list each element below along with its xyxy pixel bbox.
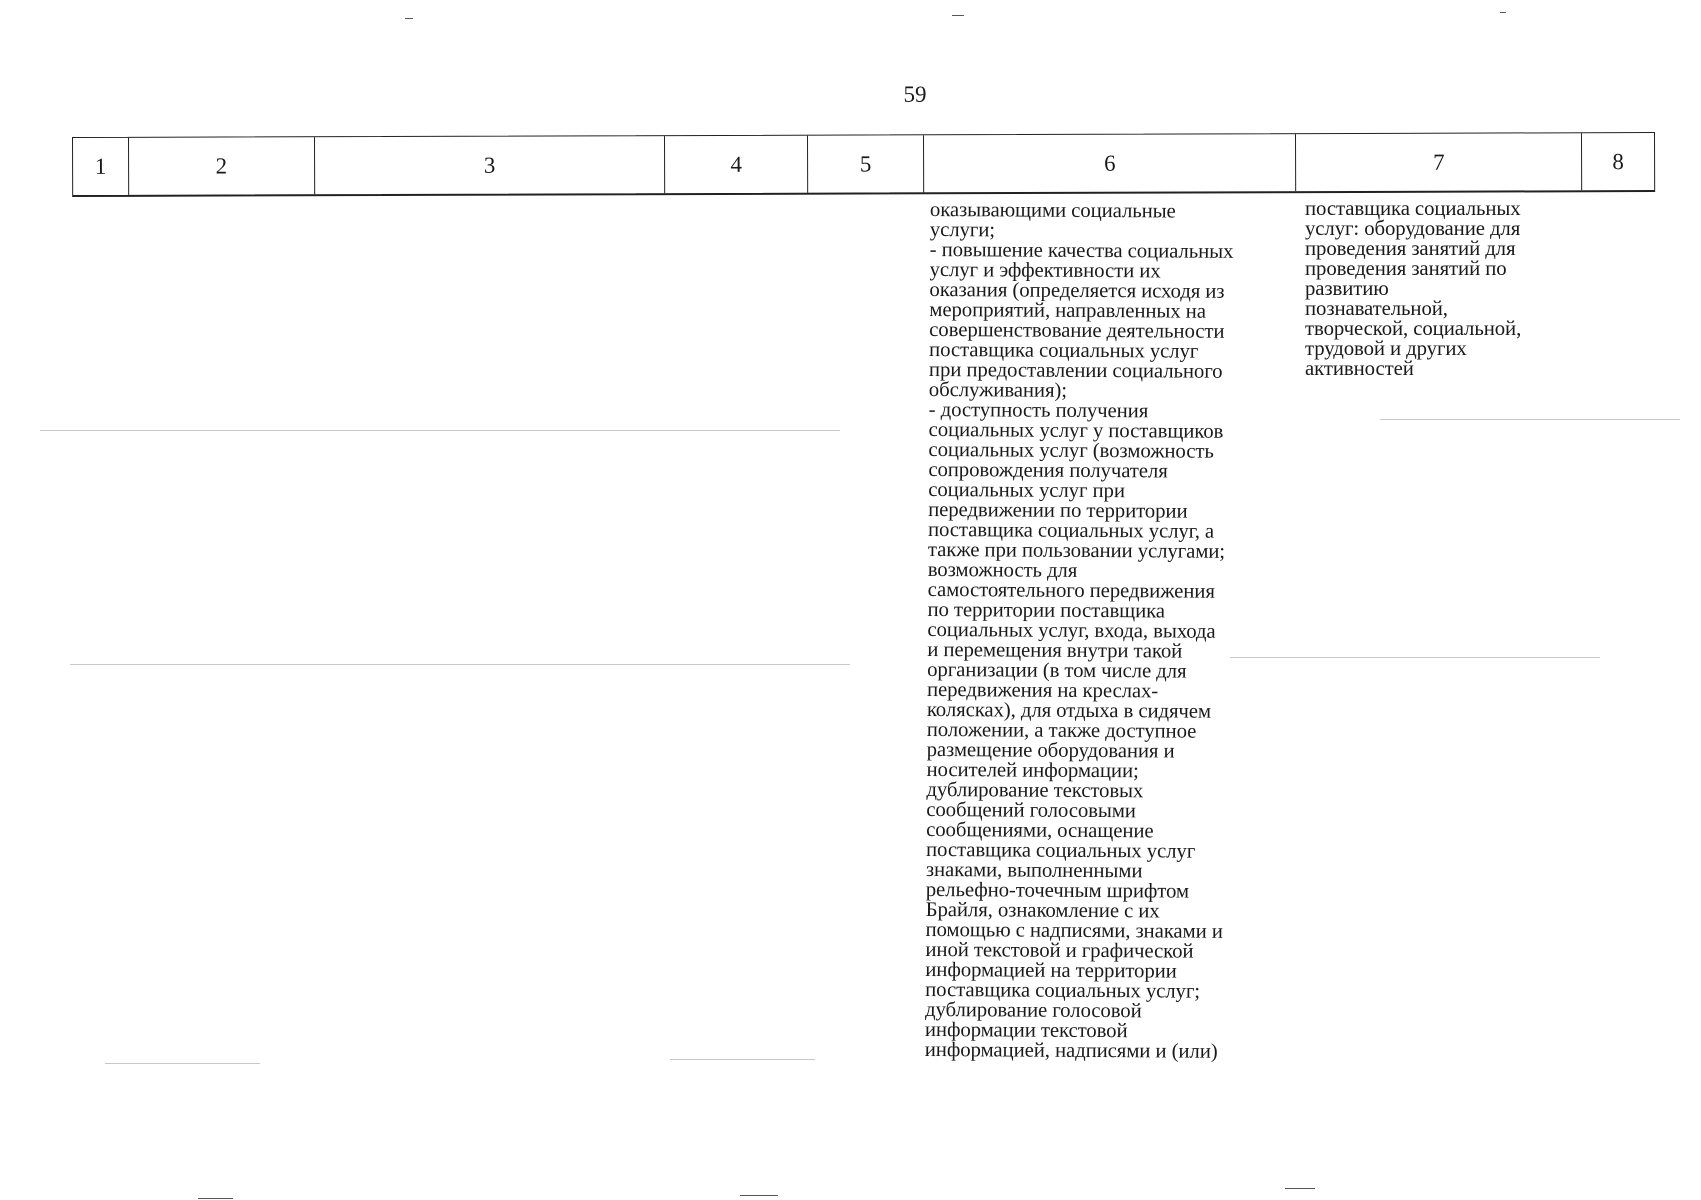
text-line: дублирование текстовых — [926, 777, 1144, 803]
text-line: услуги; — [929, 217, 996, 242]
text-line: совершенствование деятельности — [929, 317, 1225, 343]
text-line: Брайля, ознакомление с их — [925, 897, 1160, 923]
header-cell-8: 8 — [1612, 148, 1624, 174]
text-line: оказания (определяется исходя из — [929, 277, 1225, 303]
scan-artifact — [952, 15, 964, 16]
text-line: услуг: оборудование для — [1305, 217, 1521, 240]
scan-artifact — [198, 1198, 233, 1199]
text-line: информации текстовой — [924, 1017, 1128, 1043]
text-line: по территории поставщика — [927, 597, 1166, 623]
text-line: также при пользовании услугами; — [927, 537, 1226, 563]
scan-artifact — [740, 1195, 778, 1196]
text-line: иной текстовой и графической — [925, 937, 1194, 963]
text-line: знаками, выполненными — [925, 857, 1143, 883]
header-cell-6: 6 — [924, 134, 1297, 192]
text-line: социальных услуг у поставщиков — [928, 417, 1224, 443]
header-cell-7: 7 — [1296, 133, 1582, 191]
header-cell-4: 4 — [665, 136, 808, 193]
text-line: - доступность получения — [928, 397, 1149, 423]
table-header-row — [72, 132, 1655, 197]
text-line: познавательной, — [1305, 297, 1448, 320]
header-cell-1: 1 — [73, 138, 129, 195]
text-line: развитию — [1305, 277, 1389, 300]
text-line: поставщика социальных услуг — [925, 837, 1196, 863]
text-line: услуг и эффективности их — [929, 257, 1161, 283]
header-cell-3: 3 — [315, 136, 666, 194]
column-6-text — [925, 200, 1290, 1062]
text-line: положении, а также доступное — [926, 717, 1197, 743]
text-line: мероприятий, направленных на — [929, 297, 1206, 323]
text-line: проведения занятий для — [1305, 237, 1516, 260]
text-line: сообщений голосовыми — [926, 797, 1136, 823]
text-line: сообщениями, оснащение — [926, 817, 1154, 843]
text-line: творческой, социальной, — [1305, 317, 1522, 340]
text-line: колясках), для отдыха в сидячем — [926, 697, 1212, 723]
scan-artifact — [405, 18, 413, 19]
text-line: сопровождения получателя — [928, 457, 1168, 483]
scan-artifact — [1230, 657, 1600, 658]
scan-artifact — [105, 1063, 260, 1064]
text-line: поставщика социальных услуг, а — [927, 517, 1215, 543]
scan-artifact — [40, 430, 840, 431]
text-line: социальных услуг, входа, выхода — [927, 617, 1216, 643]
scan-artifact — [1380, 419, 1680, 420]
text-line: рельефно-точечным шрифтом — [925, 877, 1190, 903]
column-7-text — [1305, 199, 1585, 379]
text-line: социальных услуг при — [928, 477, 1125, 503]
text-line: передвижении по территории — [928, 497, 1188, 523]
text-line: социальных услуг (возможность — [928, 437, 1214, 463]
text-line: информацией, надписями и (или) — [924, 1037, 1218, 1063]
scan-artifact — [1500, 12, 1506, 13]
scan-artifact — [670, 1059, 815, 1060]
text-line: трудовой и других — [1305, 337, 1467, 360]
scan-artifact — [70, 664, 850, 665]
text-line: организации (в том числе для — [927, 657, 1187, 683]
text-line: поставщика социальных услуг; — [925, 977, 1201, 1003]
text-line: информацией на территории — [925, 957, 1177, 983]
text-line: поставщика социальных — [1305, 197, 1521, 220]
text-line: возможность для — [927, 557, 1078, 582]
text-line: передвижения на креслах- — [926, 677, 1159, 703]
text-line: при предоставлении социального — [928, 357, 1223, 383]
text-line: - повышение качества социальных — [929, 237, 1234, 263]
text-line: самостоятельного передвижения — [927, 577, 1215, 603]
text-line: дублирование голосовой — [924, 997, 1142, 1023]
text-line: помощью с надписями, знаками и — [925, 917, 1223, 943]
page-number: 59 — [903, 82, 927, 107]
text-line: оказывающими социальные — [929, 198, 1176, 223]
header-cell-2: 2 — [129, 137, 315, 195]
text-line: размещение оборудования и — [926, 737, 1175, 763]
scan-artifact — [1285, 1188, 1315, 1189]
text-line: обслуживания); — [928, 377, 1068, 402]
text-line: проведения занятий по — [1305, 257, 1507, 280]
text-line: поставщика социальных услуг — [929, 337, 1199, 363]
text-line: и перемещения внутри такой — [927, 637, 1183, 663]
text-line: активностей — [1305, 357, 1414, 380]
header-cell-5: 5 — [808, 135, 924, 192]
text-line: носителей информации; — [926, 757, 1139, 783]
